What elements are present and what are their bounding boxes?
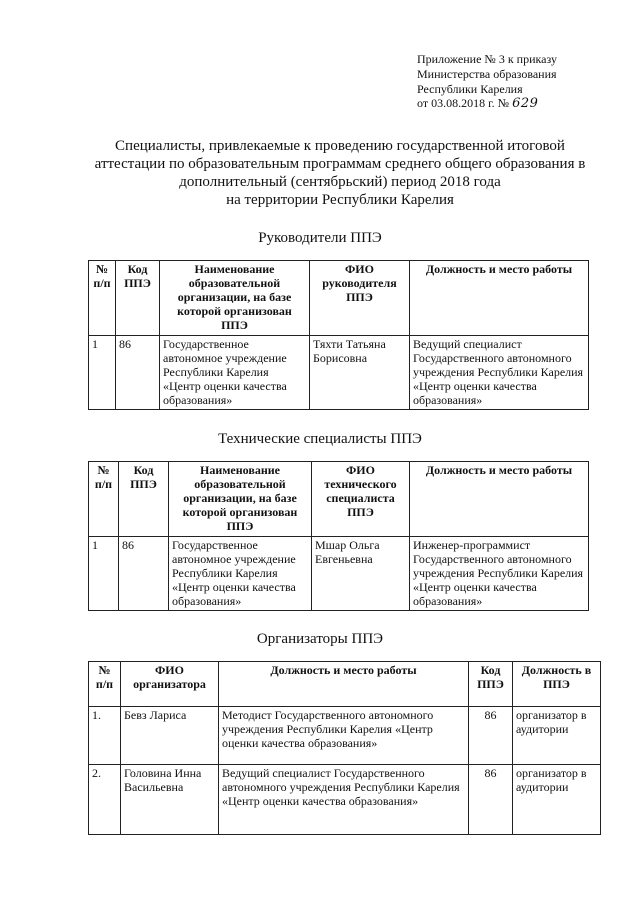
appendix-line-4	[417, 96, 538, 111]
cell-fullname: Головина Инна Васильевна	[121, 765, 219, 835]
title-line-3: дополнительный (сентябрьский) период 2018 года	[179, 174, 501, 190]
col-header: № п/п	[89, 662, 121, 707]
col-header: ФИО руководителя ППЭ	[310, 261, 410, 336]
col-header: Код ППЭ	[116, 261, 160, 336]
col-header: Наименование образовательной организации, на базе которой организован ППЭ	[160, 261, 310, 336]
title-line-4: на территории Республики Карелия	[226, 192, 454, 208]
table-row	[89, 336, 589, 410]
cell-code: 86	[469, 765, 513, 835]
cell-code: 86	[116, 336, 160, 410]
cell-role: организатор в аудитории	[513, 707, 601, 765]
col-header: № п/п	[89, 462, 119, 537]
cell-position: Ведущий специалист Государственного автономного учреждения Республики Карелия «Центр оценки качества образования»	[219, 765, 469, 835]
appendix-line-2: Министерства образования	[417, 67, 557, 81]
table-header-row	[89, 462, 589, 537]
cell-organization: Государственное автономное учреждение Республики Карелия «Центр оценки качества образования»	[160, 336, 310, 410]
col-header: ФИО организатора	[121, 662, 219, 707]
cell-code: 86	[119, 537, 169, 611]
cell-organization: Государственное автономное учреждение Республики Карелия «Центр оценки качества образования»	[169, 537, 312, 611]
table-row	[89, 765, 601, 835]
cell-number: 1.	[89, 707, 121, 765]
cell-number: 2.	[89, 765, 121, 835]
col-header: Код ППЭ	[469, 662, 513, 707]
appendix-line-3: Республики Карелия	[417, 82, 523, 96]
organizers-table	[88, 661, 601, 835]
col-header: Наименование образовательной организации, на базе которой организован ППЭ	[169, 462, 312, 537]
cell-role: организатор в аудитории	[513, 765, 601, 835]
title-line-1: Специалисты, привлекаемые к проведению государственной итоговой	[115, 138, 565, 154]
col-header: № п/п	[89, 261, 116, 336]
cell-code: 86	[469, 707, 513, 765]
col-header: ФИО технического специалиста ППЭ	[312, 462, 410, 537]
technicians-table	[88, 461, 589, 611]
cell-fullname: Бевз Лариса	[121, 707, 219, 765]
cell-position: Инженер-программист Государственного автономного учреждения Республики Карелия «Центр оценки качества образования»	[410, 537, 589, 611]
col-header: Код ППЭ	[119, 462, 169, 537]
cell-number: 1	[89, 336, 116, 410]
col-header: Должность и место работы	[410, 462, 589, 537]
order-date: от 03.08.2018 г. №	[417, 96, 510, 110]
cell-number: 1	[89, 537, 119, 611]
col-header: Должность и место работы	[219, 662, 469, 707]
leaders-table	[88, 260, 589, 410]
document-title	[80, 137, 600, 209]
col-header: Должность в ППЭ	[513, 662, 601, 707]
cell-fullname: Мшар Ольга Евгеньевна	[312, 537, 410, 611]
table-header-row	[89, 662, 601, 707]
section-heading-leaders: Руководители ППЭ	[258, 230, 382, 246]
cell-position: Методист Государственного автономного учреждения Республики Карелия «Центр оценки качества образования»	[219, 707, 469, 765]
section-heading-organizers: Организаторы ППЭ	[256, 631, 384, 647]
cell-position: Ведущий специалист Государственного автономного учреждения Республики Карелия «Центр оценки качества образования»	[410, 336, 589, 410]
table-row	[89, 707, 601, 765]
col-header: Должность и место работы	[410, 261, 589, 336]
appendix-line-1: Приложение № 3 к приказу	[417, 52, 557, 66]
table-header-row	[89, 261, 589, 336]
cell-fullname: Тяхти Татьяна Борисовна	[310, 336, 410, 410]
section-heading-technicians: Технические специалисты ППЭ	[218, 431, 422, 447]
title-line-2: аттестации по образовательным программам среднего общего образования в	[94, 156, 586, 172]
order-number-handwritten: 629	[512, 96, 539, 111]
table-row	[89, 537, 589, 611]
